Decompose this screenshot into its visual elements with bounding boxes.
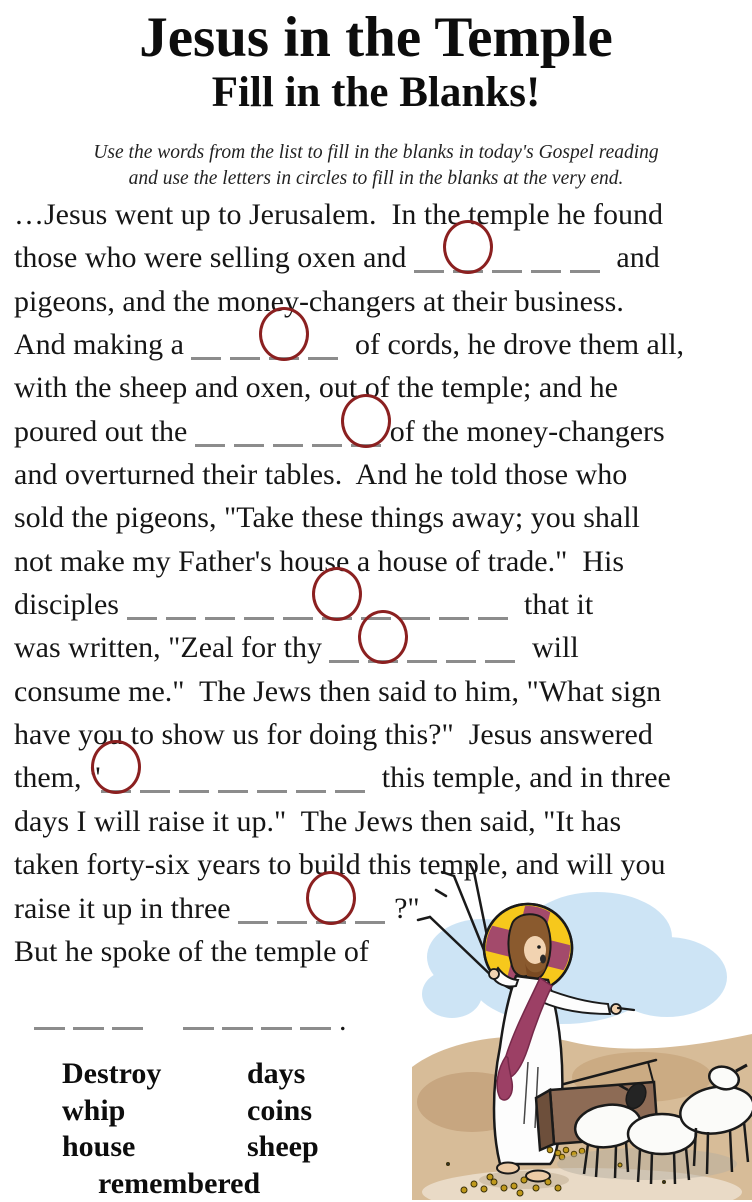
passage-text: them, " <box>14 761 101 794</box>
circled-letter-marker <box>259 307 309 361</box>
passage-text: consume me." The Jews then said to him, "What sign <box>14 675 661 708</box>
blank-dash[interactable] <box>296 782 326 793</box>
final-answer-blanks[interactable] <box>34 1004 347 1038</box>
word-list <box>62 1056 392 1202</box>
passage-text: and <box>609 241 660 274</box>
blank-dash[interactable] <box>218 782 248 793</box>
blank-dash[interactable] <box>230 349 260 360</box>
blank-dash[interactable] <box>312 436 342 447</box>
word-list-row <box>62 1093 392 1130</box>
passage-line <box>14 410 684 453</box>
final-answer-dash[interactable] <box>183 1005 214 1030</box>
word-list-item: days <box>247 1056 305 1093</box>
passage-line <box>14 887 684 930</box>
fill-in-blank[interactable] <box>127 588 517 621</box>
final-answer-period: . <box>339 1004 347 1037</box>
blank-dash[interactable] <box>531 262 561 273</box>
passage-line <box>14 280 684 323</box>
blank-dash[interactable] <box>191 349 221 360</box>
fill-in-blank[interactable] <box>195 415 390 448</box>
passage-text: pigeons, and the money-changers at their business. <box>14 285 624 318</box>
passage-line <box>14 236 684 279</box>
passage-line <box>14 453 684 496</box>
final-answer-group[interactable] <box>183 1005 339 1035</box>
passage-line <box>14 193 684 236</box>
blank-dash[interactable] <box>140 782 170 793</box>
passage-text: sold the pigeons, "Take these things away; you shall <box>14 501 640 534</box>
blank-dash[interactable] <box>244 609 274 620</box>
fill-in-blank[interactable] <box>101 761 374 794</box>
passage-line <box>14 626 684 669</box>
instructions <box>0 140 752 192</box>
fill-in-blank[interactable] <box>414 241 609 274</box>
page-title: Jesus in the Temple <box>0 8 752 68</box>
passage-text: those who were selling oxen and <box>14 241 414 274</box>
final-answer-dash[interactable] <box>261 1005 292 1030</box>
blank-dash[interactable] <box>277 913 307 924</box>
gospel-passage <box>14 193 684 973</box>
blank-dash[interactable] <box>205 609 235 620</box>
word-list-item: Destroy <box>62 1056 247 1093</box>
blank-dash[interactable] <box>269 349 299 360</box>
fill-in-blank[interactable] <box>191 328 347 361</box>
blank-dash[interactable] <box>273 436 303 447</box>
blank-dash[interactable] <box>400 609 430 620</box>
passage-text: And making a <box>14 328 191 361</box>
foot <box>497 1163 519 1174</box>
passage-line <box>14 670 684 713</box>
word-list-item: coins <box>247 1093 312 1130</box>
blank-dash[interactable] <box>478 609 508 620</box>
blank-dash[interactable] <box>446 652 476 663</box>
word-list-item: remembered <box>98 1166 392 1202</box>
blank-dash[interactable] <box>234 436 264 447</box>
circled-letter-marker <box>91 740 141 794</box>
blank-dash[interactable] <box>329 652 359 663</box>
blank-dash[interactable] <box>179 782 209 793</box>
word-list-item: sheep <box>247 1129 319 1166</box>
blank-dash[interactable] <box>195 436 225 447</box>
passage-text: …Jesus went up to Jerusalem. In the temple he found <box>14 198 663 231</box>
blank-dash[interactable] <box>316 913 346 924</box>
blank-dash[interactable] <box>127 609 157 620</box>
fill-in-blank[interactable] <box>329 631 524 664</box>
circled-letter-marker <box>443 220 493 274</box>
circled-letter-marker <box>306 871 356 925</box>
passage-text: raise it up in three <box>14 892 238 925</box>
blank-dash[interactable] <box>283 609 313 620</box>
blank-dash[interactable] <box>439 609 469 620</box>
passage-text: taken forty-six years to build this temple, and will you <box>14 848 666 881</box>
blank-dash[interactable] <box>257 782 287 793</box>
final-answer-group[interactable] <box>34 1005 151 1035</box>
passage-text: will <box>524 631 578 664</box>
final-answer-dash[interactable] <box>73 1005 104 1030</box>
passage-text: this temple, and in three <box>374 761 671 794</box>
passage-text: that it <box>517 588 594 621</box>
circled-letter-marker <box>358 610 408 664</box>
blank-dash[interactable] <box>308 349 338 360</box>
passage-text: of the money-changers <box>390 415 665 448</box>
blank-dash[interactable] <box>570 262 600 273</box>
passage-text: poured out the <box>14 415 195 448</box>
passage-text: of cords, he drove them all, <box>347 328 684 361</box>
blank-dash[interactable] <box>101 782 131 793</box>
final-answer-dash[interactable] <box>300 1005 331 1030</box>
passage-line <box>14 496 684 539</box>
word-list-row <box>62 1056 392 1093</box>
word-list-row <box>62 1129 392 1166</box>
word-list-item: whip <box>62 1093 247 1130</box>
passage-text: ?" <box>394 892 420 925</box>
blank-dash[interactable] <box>407 652 437 663</box>
final-answer-dash[interactable] <box>222 1005 253 1030</box>
passage-line <box>14 930 684 973</box>
blank-dash[interactable] <box>453 262 483 273</box>
circled-letter-marker <box>341 394 391 448</box>
blank-dash[interactable] <box>355 913 385 924</box>
page-subtitle: Fill in the Blanks! <box>0 70 752 116</box>
passage-text: not make my Father's house a house of trade." His <box>14 545 624 578</box>
passage-text: disciples <box>14 588 127 621</box>
blank-dash[interactable] <box>351 436 381 447</box>
passage-text: days I will raise it up." The Jews then said, "It has <box>14 805 621 838</box>
passage-line <box>14 756 684 799</box>
blank-dash[interactable] <box>238 913 268 924</box>
blank-dash[interactable] <box>166 609 196 620</box>
passage-line <box>14 800 684 843</box>
final-answer-dash[interactable] <box>34 1005 65 1030</box>
blank-dash[interactable] <box>322 609 352 620</box>
passage-text: and overturned their tables. And he told those who <box>14 458 627 491</box>
circled-letter-marker <box>312 567 362 621</box>
blank-dash[interactable] <box>368 652 398 663</box>
passage-line <box>14 323 684 366</box>
instructions-line1: Use the words from the list to fill in the blanks in today's Gospel reading <box>0 140 752 166</box>
passage-text: have you to show us for doing this?" Jesus answered <box>14 718 653 751</box>
blank-dash[interactable] <box>414 262 444 273</box>
final-answer-dash[interactable] <box>112 1005 143 1030</box>
fill-in-blank[interactable] <box>238 892 394 925</box>
passage-text: was written, "Zeal for thy <box>14 631 329 664</box>
passage-line <box>14 583 684 626</box>
blank-dash[interactable] <box>492 262 522 273</box>
word-list-item: house <box>62 1129 247 1166</box>
passage-text: with the sheep and oxen, out of the temple; and he <box>14 371 618 404</box>
blank-dash[interactable] <box>485 652 515 663</box>
instructions-line2: and use the letters in circles to fill in the blanks at the very end. <box>0 166 752 192</box>
passage-text: But he spoke of the temple of <box>14 935 369 968</box>
blank-dash[interactable] <box>335 782 365 793</box>
